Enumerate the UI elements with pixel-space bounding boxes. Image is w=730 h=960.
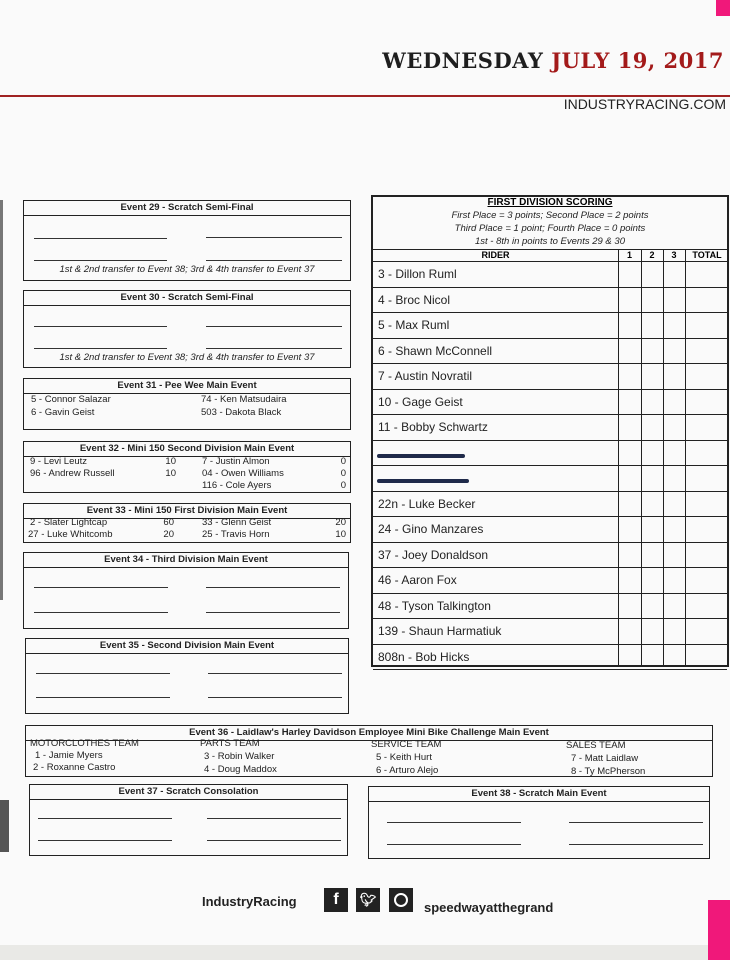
team-name: PARTS TEAM [200, 738, 260, 749]
event-29-transfer-note: 1st & 2nd transfer to Event 38; 3rd & 4th transfer to Event 37 [59, 264, 315, 275]
result-line [569, 844, 703, 845]
rider-entry: 116 - Cole Ayers [202, 480, 272, 491]
rider-name: 22n - Luke Becker [378, 496, 476, 511]
result-line [207, 840, 341, 841]
rider-entry: 5 - Connor Salazar [31, 394, 111, 405]
rider-name: 4 - Broc Nicol [378, 292, 451, 307]
rider-entry: 5 - Keith Hurt [376, 752, 432, 763]
rider-name: 6 - Shawn McConnell [378, 343, 493, 358]
round-3-header: 3 [671, 250, 677, 260]
rider-entry: 1 - Jamie Myers [35, 750, 103, 761]
left-edge-block [0, 800, 9, 852]
rider-name: 46 - Aaron Fox [378, 573, 457, 587]
column-divider [618, 249, 619, 665]
event-33-title: Event 33 - Mini 150 First Division Main Event [24, 504, 350, 519]
result-line [206, 587, 340, 588]
event-35-title: Event 35 - Second Division Main Event [26, 639, 348, 654]
event-30-box [23, 290, 351, 368]
team-name: SALES TEAM [566, 740, 626, 751]
rider-entry: 503 - Dakota Black [201, 407, 282, 418]
team-name: SERVICE TEAM [371, 739, 442, 750]
result-line [34, 326, 167, 327]
result-line [387, 822, 521, 823]
rider-points: 10 [335, 529, 346, 540]
scoring-rider-row [373, 261, 727, 288]
rider-name: 37 - Joey Donaldson [378, 547, 489, 562]
site-url: INDUSTRYRACING.COM [563, 96, 726, 112]
result-line [38, 840, 172, 841]
rider-entry: 04 - Owen Williams [202, 468, 284, 479]
event-31-title: Event 31 - Pee Wee Main Event [24, 379, 350, 394]
event-37-box [29, 784, 348, 856]
rider-entry: 7 - Matt Laidlaw [571, 753, 639, 764]
rider-points: 20 [163, 529, 174, 540]
rider-entry: 9 - Levi Leutz [30, 456, 88, 467]
date: JULY 19, 2017 [551, 48, 724, 73]
column-divider [641, 249, 642, 665]
result-line [206, 348, 342, 349]
result-line [34, 238, 167, 239]
round-2-header: 2 [649, 250, 655, 260]
scoring-rule: Third Place = 1 point; Fourth Place = 0 points [454, 223, 646, 234]
event-34-box [23, 552, 349, 629]
scoring-rider-row [373, 593, 727, 620]
footer [0, 888, 730, 918]
event-32-box [23, 441, 351, 493]
event-30-title: Event 30 - Scratch Semi-Final [24, 291, 350, 306]
footer-handle: speedwayatthegrand [424, 900, 554, 915]
event-38-title: Event 38 - Scratch Main Event [369, 787, 709, 802]
scoring-rider-row [373, 491, 727, 518]
rider-name: 5 - Max Ruml [378, 318, 450, 332]
event-31-box [23, 378, 351, 430]
event-38-box [368, 786, 710, 859]
event-30-transfer-note: 1st & 2nd transfer to Event 38; 3rd & 4th transfer to Event 37 [59, 352, 315, 363]
rider-name: 10 - Gage Geist [378, 394, 463, 409]
result-line [206, 237, 342, 238]
result-line [34, 612, 168, 613]
first-division-scoring-table [371, 195, 729, 667]
scoring-rider-row [373, 644, 727, 671]
scoring-rule: First Place = 3 points; Second Place = 2 points [451, 210, 649, 221]
event-29-title: Event 29 - Scratch Semi-Final [24, 201, 350, 216]
scoring-rider-row [373, 338, 727, 365]
rider-column-header: RIDER [481, 250, 510, 260]
result-line [387, 844, 521, 845]
rider-entry: 33 - Glenn Geist [202, 517, 272, 528]
scoring-rider-row [373, 618, 727, 645]
result-line [38, 818, 172, 819]
result-line [34, 260, 167, 261]
left-edge-shadow [0, 200, 3, 600]
result-line [208, 697, 342, 698]
rider-entry: 25 - Travis Horn [202, 529, 270, 540]
result-line [206, 612, 340, 613]
event-35-box [25, 638, 349, 714]
rider-points: 60 [163, 517, 174, 528]
event-37-title: Event 37 - Scratch Consolation [30, 785, 347, 800]
result-line [36, 697, 170, 698]
rider-name: 11 - Bobby Schwartz [378, 420, 488, 434]
rider-entry: 6 - Gavin Geist [31, 407, 95, 418]
event-32-title: Event 32 - Mini 150 Second Division Main Event [24, 442, 350, 457]
scoring-rider-row [373, 567, 727, 594]
rider-entry: 6 - Arturo Alejo [376, 765, 439, 776]
scoring-title: FIRST DIVISION SCORING [487, 197, 613, 208]
scoring-rider-row [373, 363, 727, 390]
round-1-header: 1 [626, 250, 632, 260]
rider-name: 7 - Austin Novratil [378, 369, 473, 383]
scoring-rider-row [373, 516, 727, 543]
rider-points: 0 [340, 480, 346, 491]
rider-entry: 2 - Roxanne Castro [33, 762, 116, 773]
redacted-entry [377, 454, 465, 458]
footer-brand: IndustryRacing [202, 894, 297, 909]
result-line [36, 673, 170, 674]
rider-name: 3 - Dillon Ruml [378, 267, 457, 281]
rider-name: 24 - Gino Manzares [378, 522, 484, 536]
redacted-entry [377, 479, 469, 483]
rider-entry: 27 - Luke Whitcomb [28, 529, 113, 540]
team-name: MOTORCLOTHES TEAM [30, 738, 139, 749]
result-line [207, 818, 341, 819]
rider-points: 20 [335, 517, 346, 528]
result-line [569, 822, 703, 823]
rider-entry: 3 - Robin Walker [204, 751, 275, 762]
scoring-rider-row [373, 414, 727, 441]
result-line [206, 260, 342, 261]
pink-corner-top [716, 0, 730, 16]
rider-points: 0 [340, 468, 346, 479]
total-header: TOTAL [692, 250, 722, 260]
event-29-box [23, 200, 351, 281]
page-date-title [382, 48, 724, 73]
scoring-rider-row [373, 312, 727, 339]
scoring-rider-row [373, 389, 727, 416]
scoring-rider-row [373, 287, 727, 314]
result-line [34, 587, 168, 588]
rider-entry: 74 - Ken Matsudaira [201, 394, 287, 405]
rider-name: 808n - Bob Hicks [378, 649, 470, 664]
rider-points: 10 [165, 456, 176, 467]
event-36-box [25, 725, 713, 777]
result-line [34, 348, 167, 349]
rider-points: 0 [340, 456, 346, 467]
rider-entry: 96 - Andrew Russell [30, 468, 115, 479]
rider-entry: 2 - Slater Lightcap [30, 517, 108, 528]
rider-entry: 7 - Justin Almon [202, 456, 270, 467]
rider-entry: 8 - Ty McPherson [571, 766, 646, 777]
column-divider [685, 249, 686, 665]
weekday: WEDNESDAY [382, 48, 544, 73]
rider-points: 10 [165, 468, 176, 479]
event-34-title: Event 34 - Third Division Main Event [24, 553, 348, 568]
column-divider [663, 249, 664, 665]
scoring-rider-row [373, 440, 727, 467]
result-line [208, 673, 342, 674]
event-33-box [23, 503, 351, 543]
rider-name: 48 - Tyson Talkington [378, 598, 491, 613]
scoring-rule: 1st - 8th in points to Events 29 & 30 [475, 236, 625, 247]
rider-entry: 4 - Doug Maddox [204, 764, 277, 775]
facebook-icon[interactable]: f [324, 888, 348, 912]
twitter-icon[interactable]: 🐦︎ [356, 888, 380, 912]
event-36-title: Event 36 - Laidlaw's Harley Davidson Employee Mini Bike Challenge Main Event [26, 726, 712, 741]
scoring-rider-row [373, 542, 727, 569]
rider-name: 139 - Shaun Harmatiuk [378, 624, 502, 638]
result-line [206, 326, 342, 327]
instagram-icon[interactable] [389, 888, 413, 912]
